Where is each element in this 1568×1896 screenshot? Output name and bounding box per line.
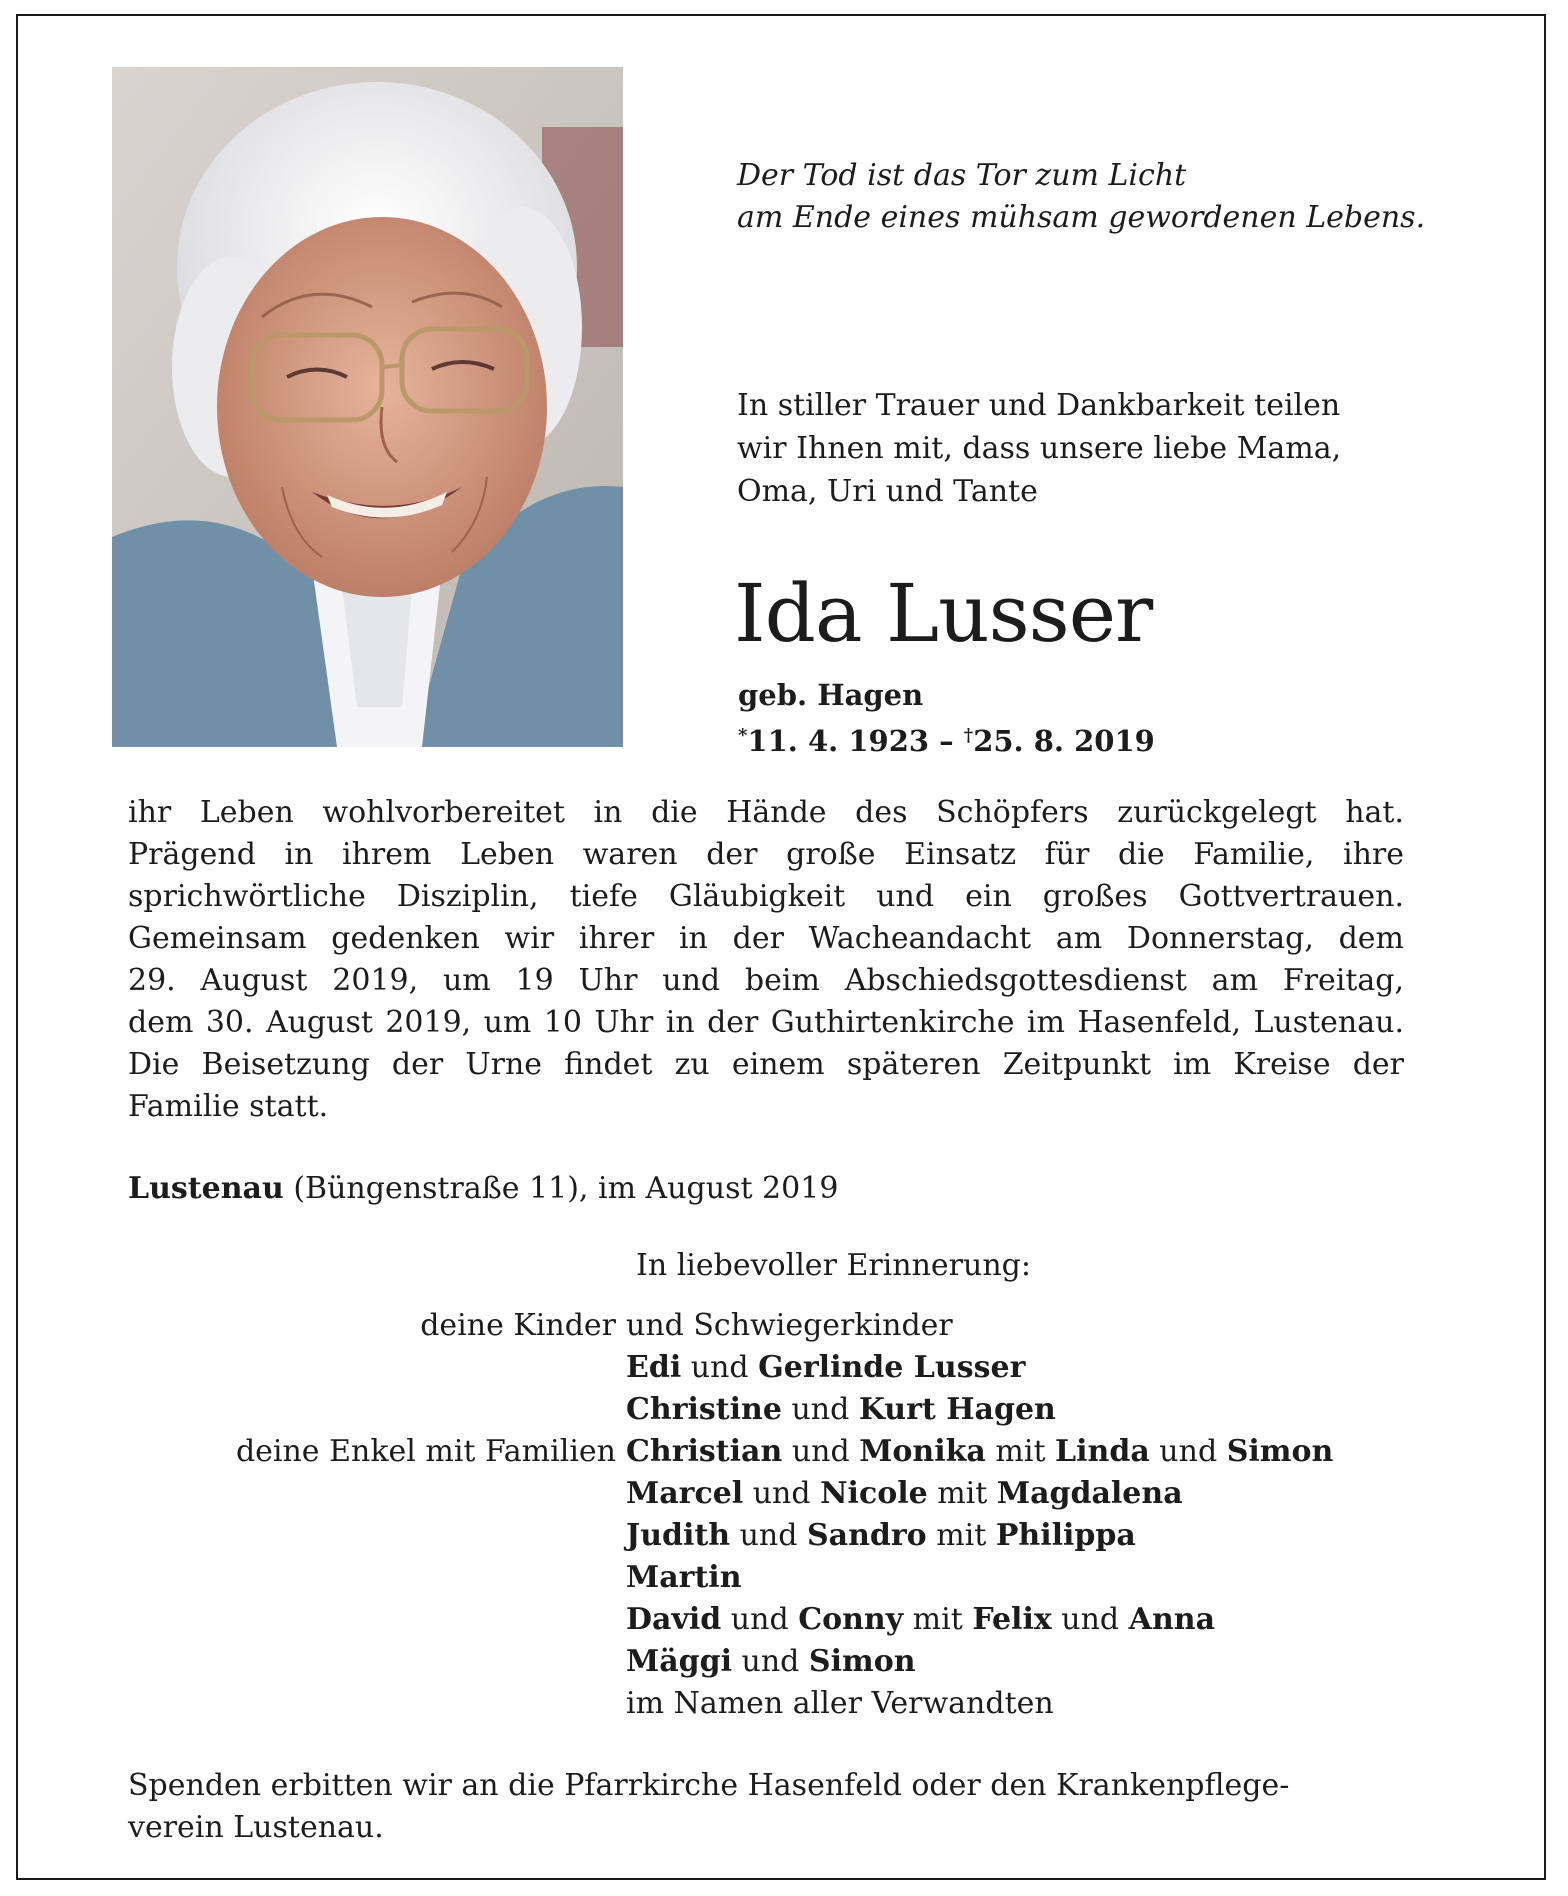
date-dash: –	[929, 724, 964, 758]
mourner-row: Marcel und Nicole mit Magdalena	[626, 1476, 1183, 1511]
mourner-row: Edi und Gerlinde Lusser	[626, 1350, 1026, 1385]
mourner-row	[128, 1683, 1438, 1725]
mourner-name: Mäggi	[626, 1644, 732, 1679]
children-intro: und Schwiegerkinder	[626, 1308, 953, 1343]
birth-name: geb. Hagen	[738, 678, 924, 712]
body-line: Die Beisetzung der Urne findet zu einem späteren Zeitpunkt im Kreise der	[128, 1047, 1404, 1082]
mourner-row: David und Conny mit Felix und Anna	[626, 1602, 1216, 1637]
mourner-name: Monika	[859, 1434, 986, 1469]
children-label: deine Kinder	[420, 1308, 616, 1343]
motto-line: am Ende eines mühsam gewordenen Lebens.	[737, 200, 1426, 235]
mourner-name: Martin	[626, 1560, 742, 1595]
body-line: sprichwörtliche Disziplin, tiefe Gläubigkeit und ein großes Gottvertrauen.	[128, 879, 1404, 914]
mourner-name: Judith	[626, 1518, 731, 1553]
mourner-name: Gerlinde Lusser	[758, 1350, 1026, 1385]
mourner-name: David	[626, 1602, 722, 1637]
place-date-line	[128, 1168, 838, 1210]
portrait-photo	[112, 67, 623, 747]
mourner-name: Edi	[626, 1350, 682, 1385]
mourners-list	[128, 1305, 1438, 1725]
body-line: Familie statt.	[128, 1089, 329, 1124]
mourner-name: Felix	[972, 1602, 1052, 1637]
mourner-name: Magdalena	[996, 1476, 1183, 1511]
death-symbol: †	[963, 725, 974, 746]
mourner-name: Christian	[626, 1434, 783, 1469]
mourner-name: Sandro	[806, 1518, 927, 1553]
body-line: ihr Leben wohlvorbereitet in die Hände des Schöpfers zurückgelegt hat.	[128, 795, 1404, 830]
mourner-name: Simon	[1226, 1434, 1334, 1469]
town-name: Lustenau	[128, 1171, 284, 1206]
mourner-name: Marcel	[626, 1476, 744, 1511]
donation-note	[128, 1765, 1428, 1849]
portrait-illustration	[112, 67, 623, 747]
motto-line: Der Tod ist das Tor zum Licht	[737, 158, 1187, 193]
mourner-row: Judith und Sandro mit Philippa	[626, 1518, 1136, 1553]
donation-line: Spenden erbitten wir an die Pfarrkirche Hasenfeld oder den Krankenpflege-	[128, 1768, 1290, 1803]
birth-date: 11. 4. 1923	[747, 724, 930, 758]
mourner-row: deine Enkel mit Familien Christian und Monika mit Linda und Simon	[128, 1431, 1438, 1473]
memory-heading: In liebevoller Erinnerung:	[636, 1248, 1031, 1283]
life-dates	[738, 716, 1155, 761]
deceased-name: Ida Lusser	[734, 567, 1153, 660]
intro-line: wir Ihnen mit, dass unsere liebe Mama,	[737, 431, 1342, 466]
mourner-row	[128, 1557, 1438, 1599]
body-line: dem 30. August 2019, um 10 Uhr in der Guthirtenkirche im Hasenfeld, Lustenau.	[128, 1005, 1404, 1040]
mourner-row	[128, 1305, 1438, 1347]
intro-line: Oma, Uri und Tante	[737, 474, 1038, 509]
body-line: Prägend in ihrem Leben waren der große Einsatz für die Familie, ihre	[128, 837, 1404, 872]
mourner-row: Mäggi und Simon	[626, 1644, 916, 1679]
mourner-name: Simon	[808, 1644, 916, 1679]
birth-symbol: *	[738, 725, 748, 746]
mourner-name: Linda	[1055, 1434, 1150, 1469]
mourner-name: Anna	[1128, 1602, 1216, 1637]
mourner-name: Conny	[798, 1602, 904, 1637]
place-details: (Büngenstraße 11), im August 2019	[283, 1171, 839, 1206]
intro-text	[737, 384, 1437, 513]
body-line: 29. August 2019, um 19 Uhr und beim Abschiedsgottesdienst am Freitag,	[128, 963, 1404, 998]
mourner-name: Nicole	[820, 1476, 928, 1511]
body-line: Gemeinsam gedenken wir ihrer in der Wacheandacht am Donnerstag, dem	[128, 921, 1404, 956]
intro-line: In stiller Trauer und Dankbarkeit teilen	[737, 388, 1341, 423]
mourner-name: Christine	[626, 1392, 782, 1427]
grandchildren-label: deine Enkel mit Familien	[235, 1434, 616, 1469]
donation-line: verein Lustenau.	[128, 1810, 384, 1845]
mourner-name: Kurt Hagen	[858, 1392, 1056, 1427]
obituary-body	[128, 792, 1404, 1128]
mourner-row: Christine und Kurt Hagen	[626, 1392, 1056, 1427]
motto	[737, 155, 1457, 239]
mourners-closing: im Namen aller Verwandten	[626, 1686, 1054, 1721]
death-date: 25. 8. 2019	[973, 724, 1155, 758]
mourner-name: Philippa	[995, 1518, 1136, 1553]
